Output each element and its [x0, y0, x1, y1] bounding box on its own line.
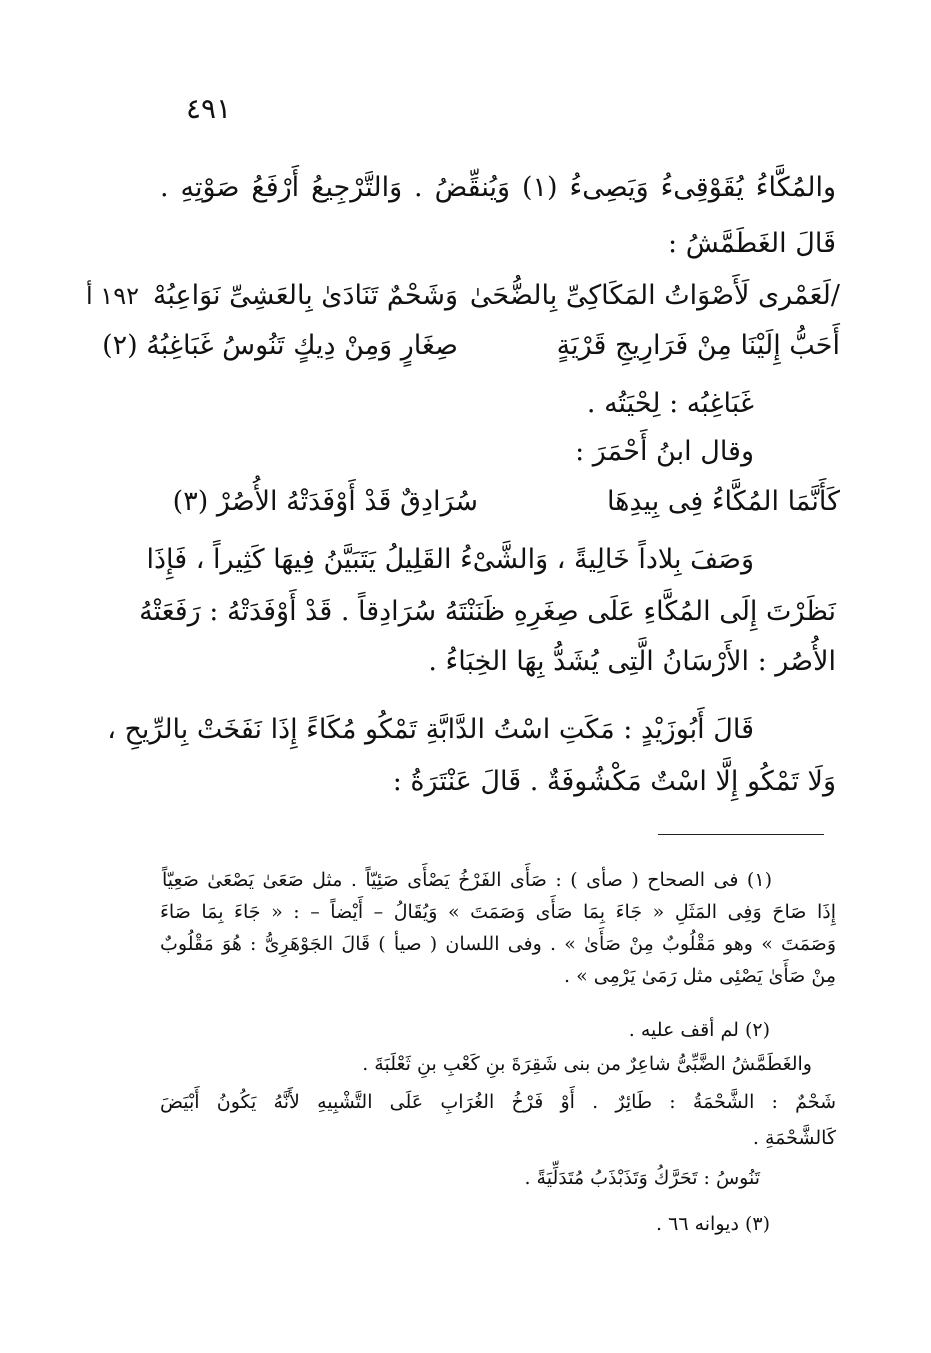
body-line-5: غَبَاغِبُه : لِحْيَتُه .	[586, 388, 754, 419]
footnote-separator	[658, 834, 824, 835]
body-line-11: قَالَ أَبُوزَيْدٍ : مَكَتِ اسْتُ الدَّابَّةِ تَمْكُو مُكَاءً إِذَا نَفَخَتْ بِالرِّيحِ ،	[107, 714, 754, 745]
footnote-2-tanus-note: تَنُوسُ : تَحَرَّكُ وَتَذَبْذَبُ مُتَدَلِّيَةً .	[524, 1167, 760, 1189]
footnote-3: (٣) ديوانه ٦٦ .	[656, 1213, 770, 1235]
footnote-2-poet-note: والغَطَمَّشُ الضَّبِّىُّ شاعِرٌ من بنى شَقِرَةَ بنِ كَعْبِ بنِ ثَعْلَبَةَ .	[362, 1053, 812, 1075]
footnote-1-line-1: (١) فى الصحاح ( صأى ) : صَأَى الفَرْخُ يَصْأَى صَئِيّاً . مثل صَعَىٰ يَصْعَىٰ صَعِيّاً	[162, 869, 772, 891]
verse-line-3	[154, 484, 840, 520]
body-line-2: قَالَ الغَطَمَّشُ :	[668, 228, 836, 259]
verse-2-second-hemistich: صِغَارٍ وَمِنْ دِيكٍ تَنُوسُ غَبَاغِبُهُ (٢)	[102, 330, 458, 361]
verse-2-first-hemistich: أَحَبُّ إِلَيْنَا مِنْ فَرَارِيجِ قَرْيَةٍ	[556, 330, 840, 361]
footnote-2: (٢) لم أقف عليه .	[628, 1019, 770, 1041]
verse-line-1	[154, 278, 840, 314]
body-line-10: الأُصُر : الأَرْسَانُ الَّتِى يُشَدُّ بِهَا الخِبَاءُ .	[428, 646, 836, 677]
body-line-6: وقال ابنُ أَحْمَرَ :	[575, 436, 754, 467]
verse-line-2	[102, 328, 840, 364]
footnote-2-shahm-line-2: كَالشَّحْمَةِ .	[752, 1127, 836, 1149]
verse-1-second-hemistich: وَشَحْمٌ تَنَادَىٰ بِالعَشِىِّ نَوَاعِبُهْ	[152, 280, 458, 311]
body-line-9: نَظَرْتَ إِلَى المُكَّاءِ عَلَى صِغَرِهِ ظَنَنْتَهُ سُرَادِقاً . قَدْ أَوْفَدَتْهُ : رَفَعَتْهُ	[139, 596, 836, 627]
body-line-1: والمُكَّاءُ يُقَوْقِىءُ وَيَصِىءُ (١) وَيُنقِّضُ . وَالتَّرْجِيعُ أَرْفَعُ صَوْتِهِ .	[160, 172, 836, 203]
footnote-1-line-2: إِذَا صَاحَ وَفِى المَثَلِ « جَاءَ بِمَا صَأَى وَصَمَتَ » وَيُقَالُ – أَيْضاً – : « جَاءَ بِمَا صَاءَ	[160, 901, 836, 923]
footnote-2-shahm-line-1: شَحْمٌ : الشَّحْمَةُ : طَائِرٌ . أَوْ فَرْخُ الغُرَابِ عَلَى التَّشْبِيهِ لأَنَّهُ يَكُونُ أَبْيَضَ	[160, 1091, 836, 1113]
verse-3-second-hemistich: سُرَادِقٌ قَدْ أَوْفَدَتْهُ الأُصُرْ (٣)	[172, 486, 478, 517]
body-line-8: وَصَفَ بِلاداً خَالِيةً ، وَالشَّىْءُ القَلِيلُ يَتَبَيَّنُ فِيهَا كَثِيراً ، فَإِذَا	[146, 544, 754, 575]
verse-3-first-hemistich: كَأَنَّمَا المُكَّاءُ فِى بِيدِهَا	[606, 486, 840, 517]
manuscript-folio-mark: ١٩٢ أ	[86, 282, 139, 310]
verse-1-first-hemistich: /لَعَمْرى لَأَصْوَاتُ المَكَاكِىِّ بِالضُّحَىٰ	[469, 280, 840, 311]
footnote-1-line-3: وَصَمَتَ » وهو مَقْلُوبٌ مِنْ صَأَىٰ » . وفى اللسان ( صيأ ) قَالَ الجَوْهَرِىُّ : هُوَ مَقْلُوبٌ	[160, 933, 836, 955]
footnote-1-line-4: مِنْ صَأَىٰ يَصْئِى مثل رَمَىٰ يَرْمِى » .	[564, 965, 836, 987]
body-line-12: وَلَا تَمْكُو إِلَّا اسْتٌ مَكْشُوفَةٌ . قَالَ عَنْتَرَةُ :	[392, 766, 836, 797]
page-number: ٤٩١	[186, 92, 232, 125]
